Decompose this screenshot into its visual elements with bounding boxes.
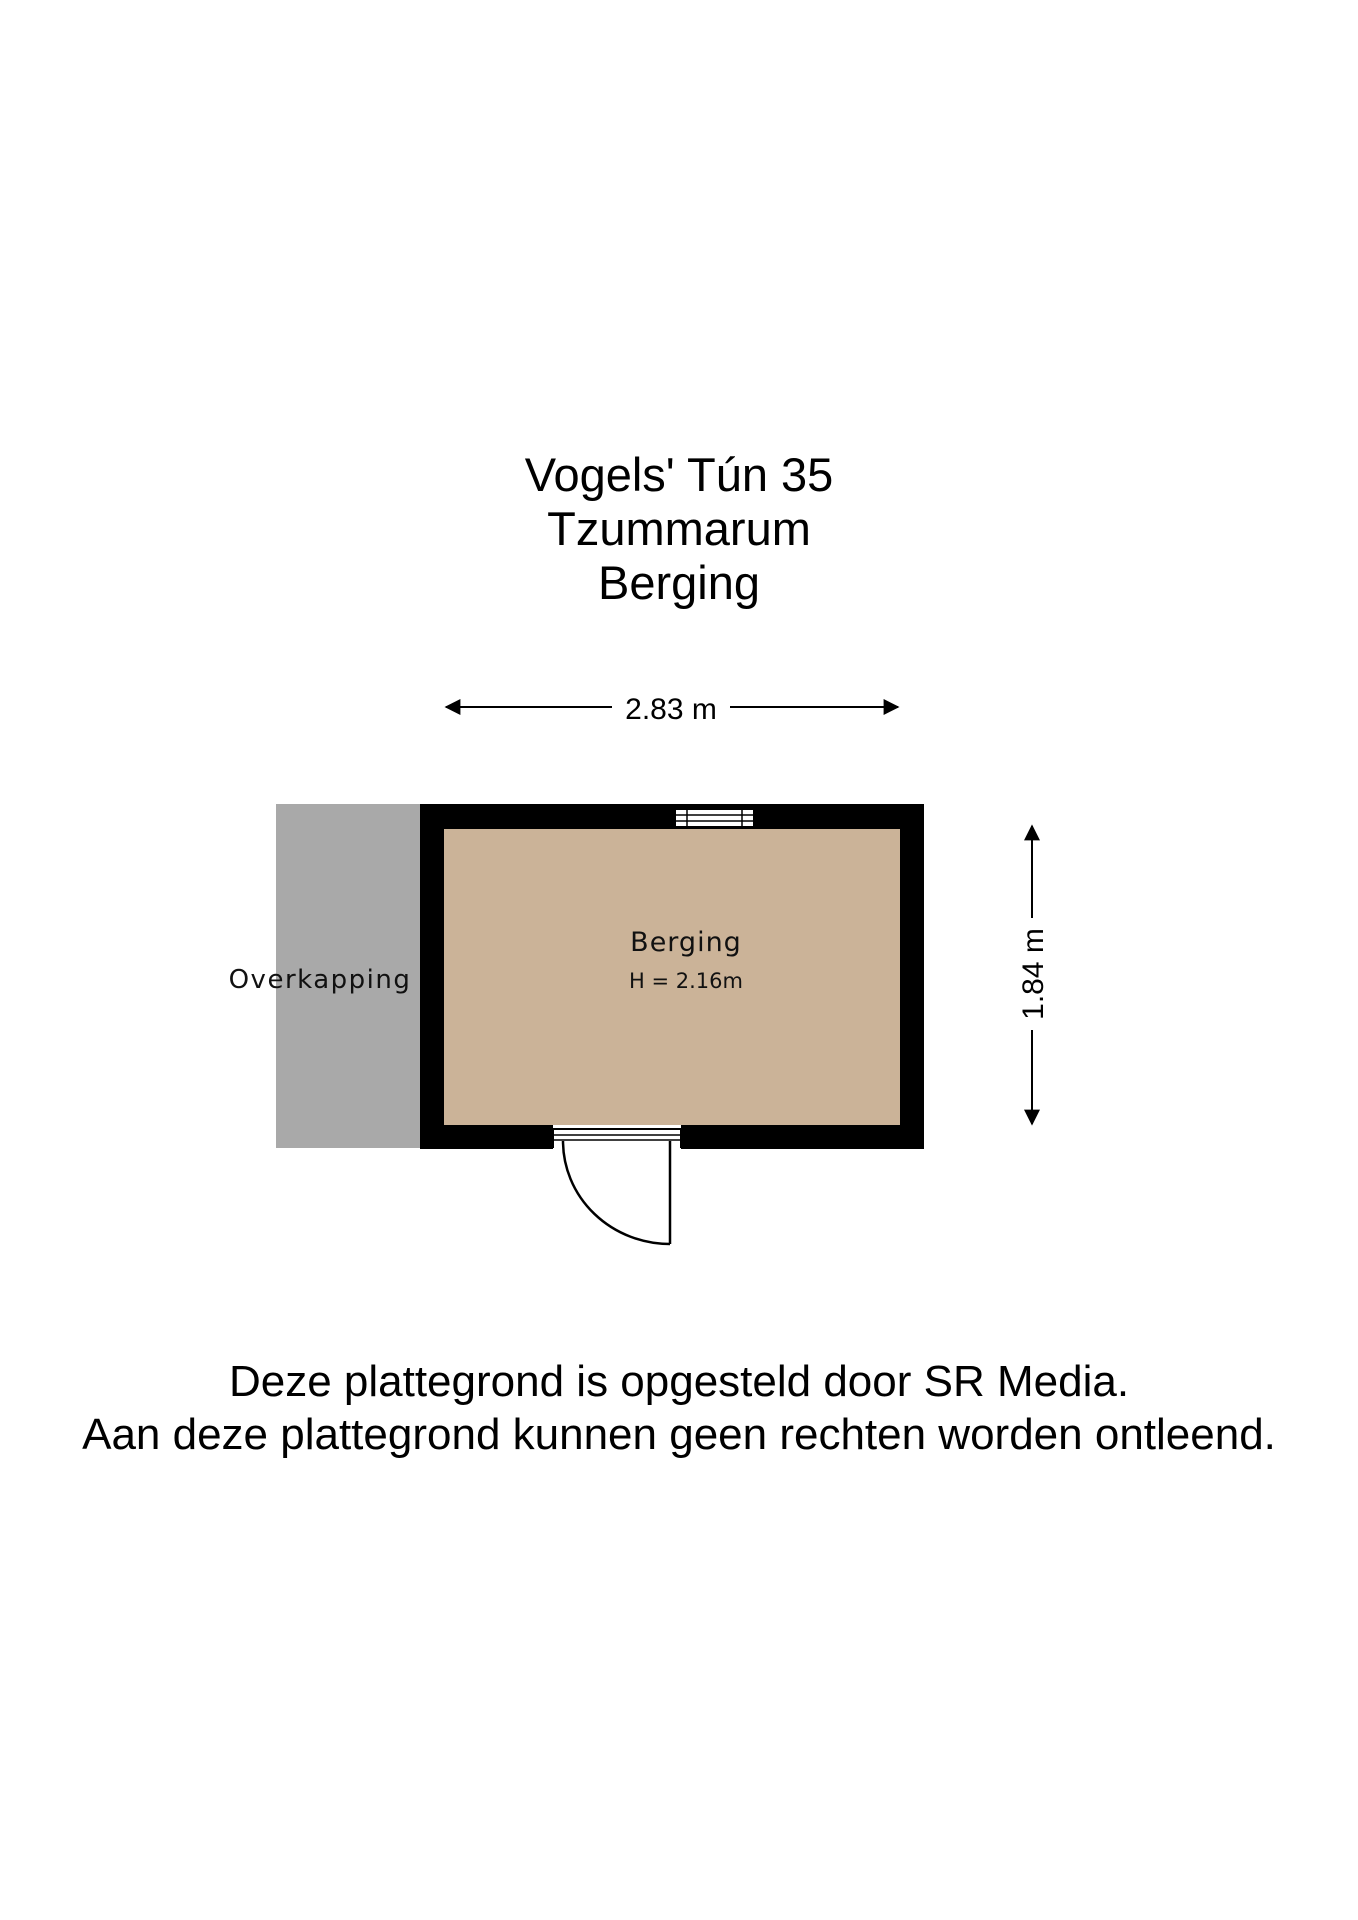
width-dimension (446, 693, 898, 726)
door (553, 1125, 681, 1244)
disclaimer (0, 1355, 1358, 1461)
floor-name-text: Berging (598, 556, 760, 609)
depth-dimension-label: 1.84 m (1017, 928, 1050, 1020)
berging-height-label: H = 2.16m (629, 969, 743, 993)
width-dimension-label: 2.83 m (625, 693, 717, 726)
address-text: Vogels' Tún 35 (524, 448, 834, 501)
overkapping-label: Overkapping (228, 965, 412, 995)
city-text: Tzummarum (547, 502, 811, 555)
window-top (675, 809, 754, 827)
berging-room-label: Berging (630, 927, 742, 958)
disclaimer-line-1: Deze plattegrond is opgesteld door SR Media. (228, 1357, 1130, 1406)
door-swing-arc (563, 1141, 670, 1244)
disclaimer-line-2: Aan deze plattegrond kunnen geen rechten worden ontleend. (82, 1410, 1276, 1459)
depth-dimension (1017, 826, 1050, 1124)
